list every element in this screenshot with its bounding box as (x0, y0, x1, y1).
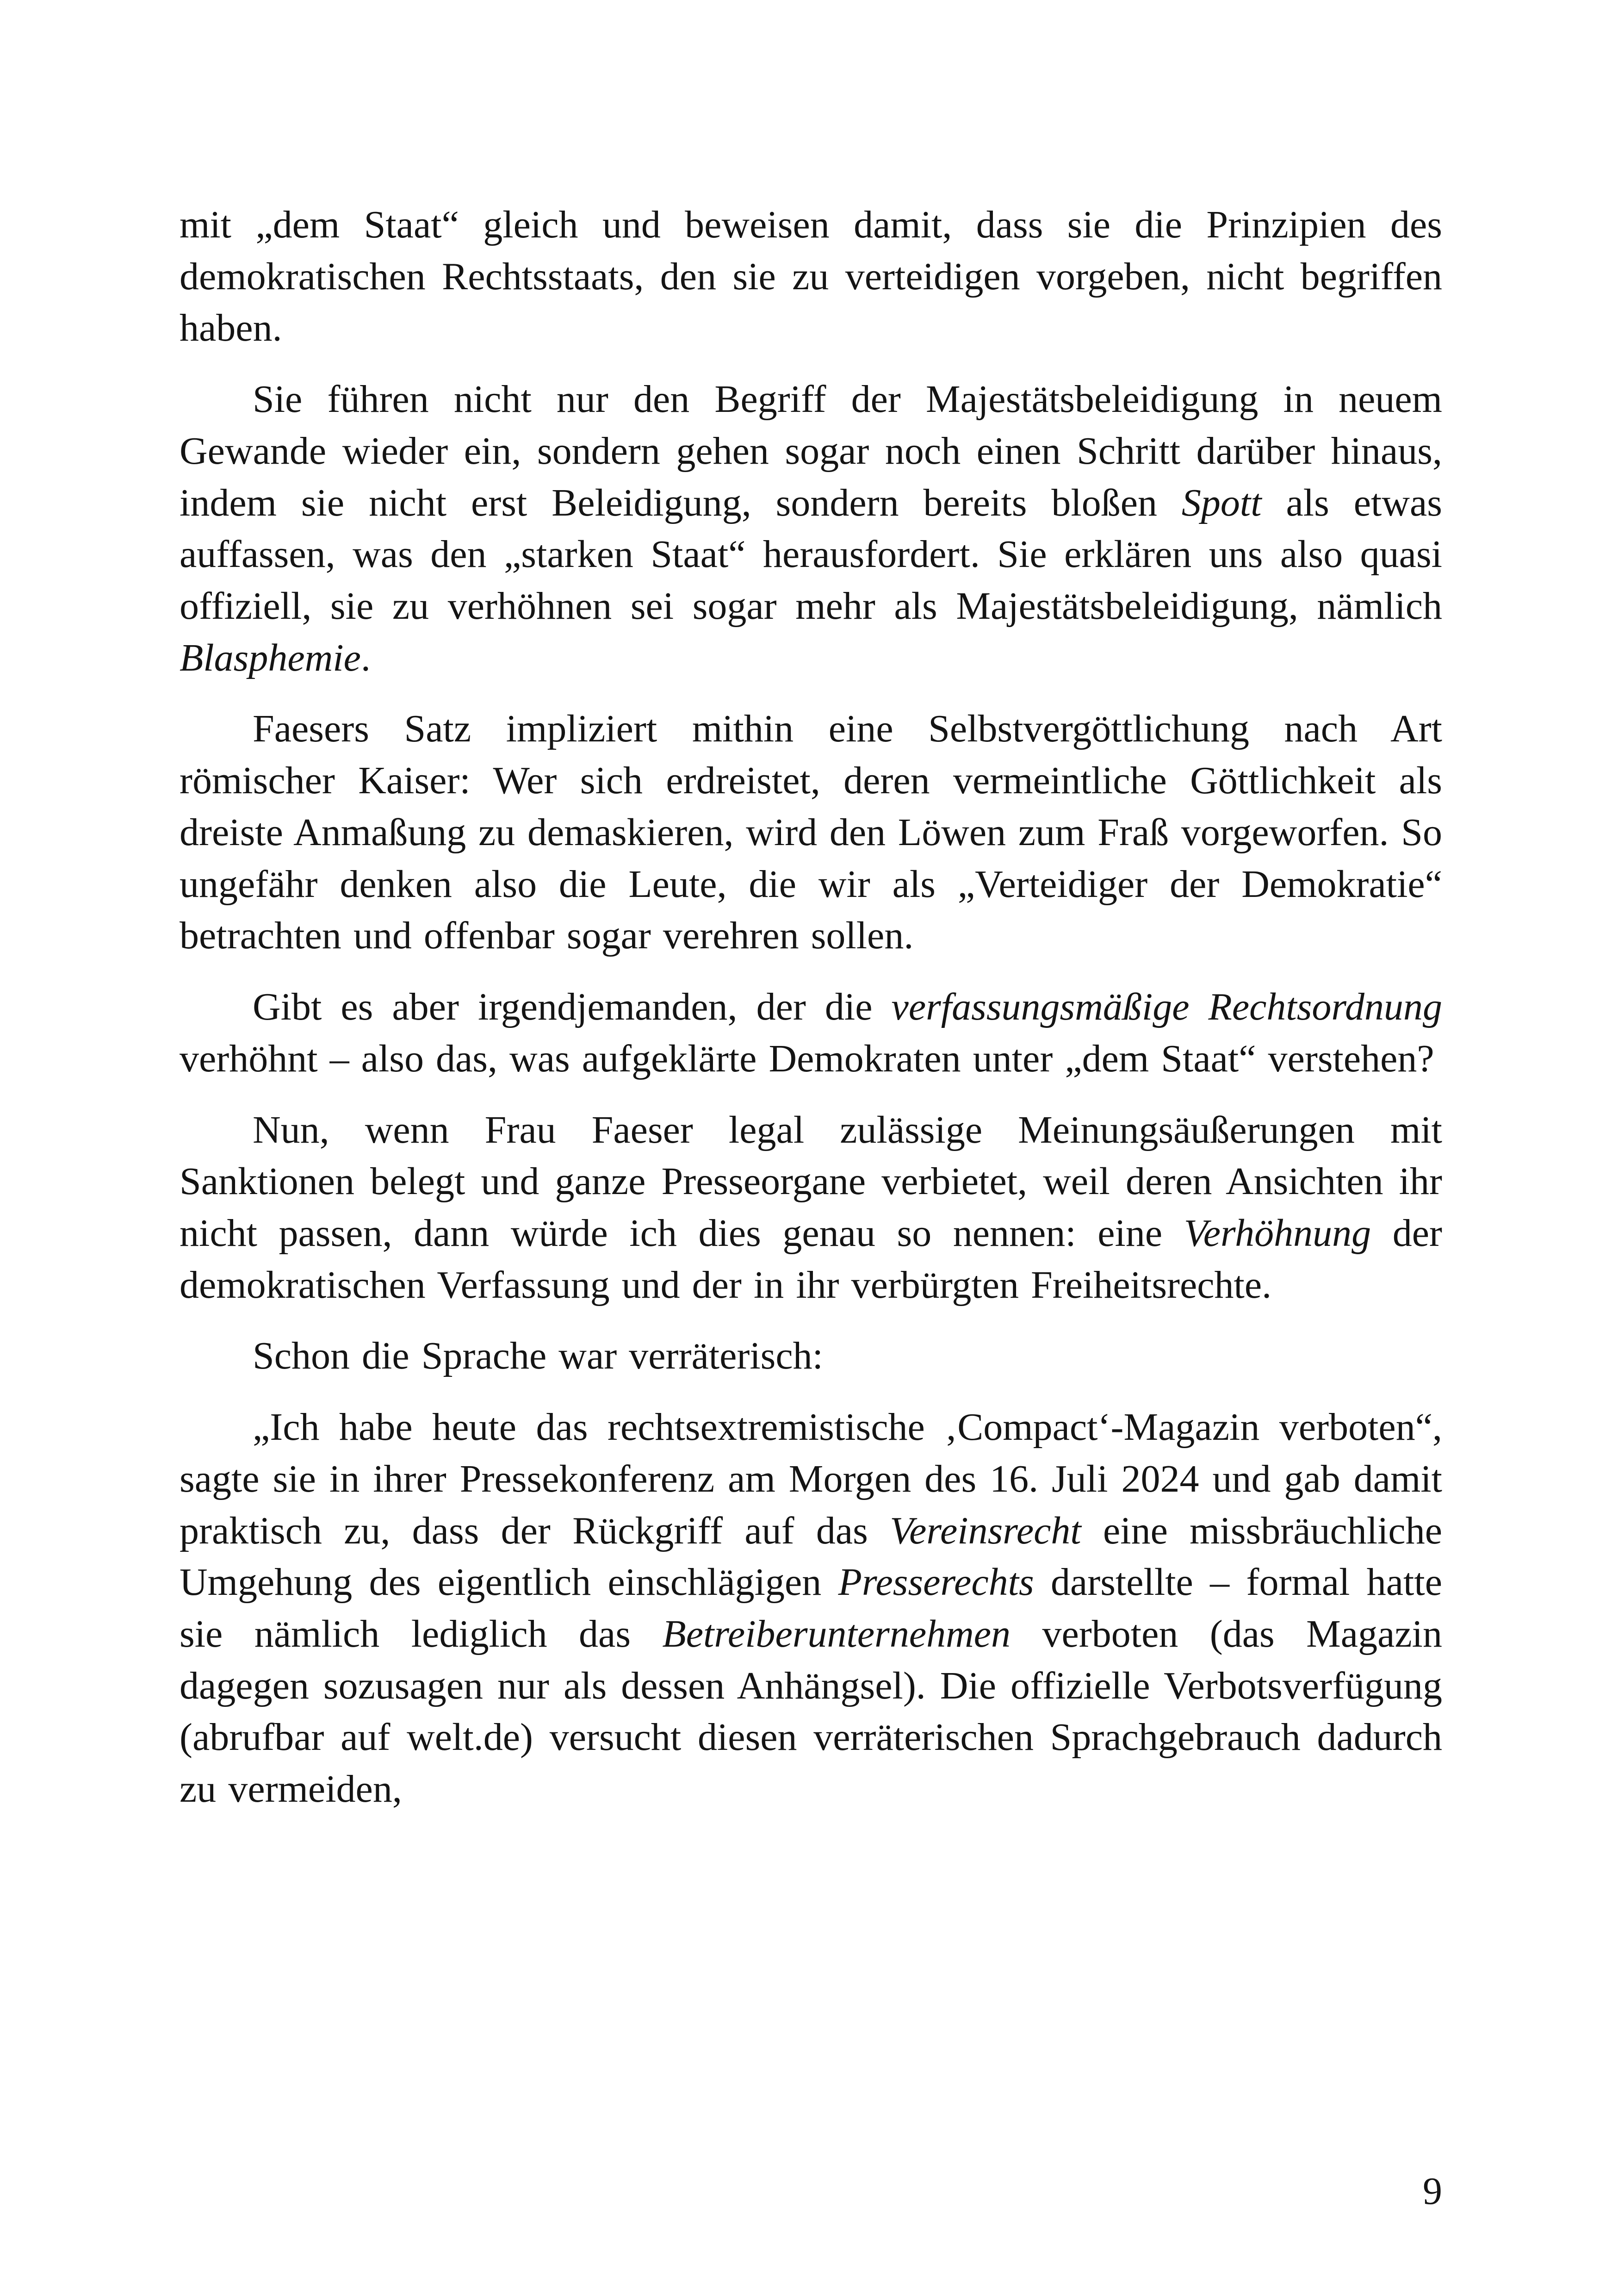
text-segment: eine missbräuchliche Umgehung des eigentlich einschlägigen (180, 1509, 1442, 1604)
page-number: 9 (1423, 2170, 1442, 2213)
italic-text-segment: verfassungsmäßige Rechtsordnung (891, 985, 1442, 1029)
text-segment: Sie führen nicht nur den Begriff der Majestätsbeleidigung in neuem Gewande wieder ein, sondern gehen sogar noch einen Schritt darüber hinaus, indem sie nicht erst Beleidigung, sondern bereits bloßen (180, 378, 1442, 524)
paragraph (180, 373, 1442, 684)
text-segment: „Ich habe heute das rechtsextremistische ‚Compact‘-Magazin verboten“, sagte sie in ihrer Pressekonferenz am Morgen des 16. Juli 2024 und gab damit praktisch zu, dass der Rückgriff auf das (180, 1406, 1442, 1552)
text-segment: Faesers Satz impliziert mithin eine Selbstvergöttlichung nach Art römischer Kaiser: Wer sich erdreistet, deren vermeintliche Göttlichkeit als dreiste Anmaßung zu demaskieren, wird den Löwen zum Fraß vorgeworfen. So ungefähr denken also die Leute, die wir als „Verteidiger der Demokratie“ betrachten und offenbar sogar verehren sollen. (180, 707, 1442, 958)
text-segment: Schon die Sprache war verräterisch: (253, 1334, 823, 1378)
page-footer (180, 2138, 1442, 2217)
text-segment: mit „dem Staat“ gleich und beweisen damit, dass sie die Prinzipien des demokratischen Rechtsstaats, den sie zu verteidigen vorgeben, nicht begriffen haben. (180, 203, 1442, 350)
paragraph (180, 703, 1442, 962)
text-segment: als etwas auffassen, was den „starken Staat“ herausfordert. Sie erklären uns also quasi offiziell, sie zu verhöhnen sei sogar mehr als Majestätsbeleidigung, nämlich (180, 481, 1442, 628)
italic-text-segment: Presserechts (838, 1561, 1034, 1604)
italic-text-segment: Verhöhnung (1184, 1211, 1371, 1255)
italic-text-segment: Spott (1181, 481, 1262, 524)
text-segment: Nun, wenn Frau Faeser legal zulässige Meinungsäußerungen mit Sanktionen belegt und ganze Presseorgane verbietet, weil deren Ansichten ihr nicht passen, dann würde ich dies genau so nennen: eine (180, 1108, 1442, 1255)
paragraph (180, 981, 1442, 1084)
paragraph (180, 1330, 1442, 1382)
paragraph (180, 1401, 1442, 1815)
italic-text-segment: Vereinsrecht (890, 1509, 1081, 1552)
text-segment: verboten (das Magazin dagegen sozusagen nur als dessen Anhängsel). Die offizielle Verbotsverfügung (abrufbar auf welt.de) versucht diesen verräterischen Sprachgebrauch dadurch zu vermeiden, (180, 1612, 1442, 1811)
page-text (180, 199, 1442, 2138)
italic-text-segment: Blasphemie (180, 636, 361, 679)
text-segment: darstellte – formal hatte sie nämlich lediglich das (180, 1561, 1442, 1655)
paragraph (180, 199, 1442, 354)
italic-text-segment: Betreiberunternehmen (662, 1612, 1011, 1655)
text-segment: der demokratischen Verfassung und der in ihr verbürgten Freiheitsrechte. (180, 1211, 1442, 1307)
text-segment: . (360, 636, 371, 679)
text-segment: Gibt es aber irgendjemanden, der die (253, 985, 892, 1029)
text-segment: verhöhnt – also das, was aufgeklärte Demokraten unter „dem Staat“ verstehen? (180, 1037, 1434, 1080)
paragraph (180, 1104, 1442, 1311)
